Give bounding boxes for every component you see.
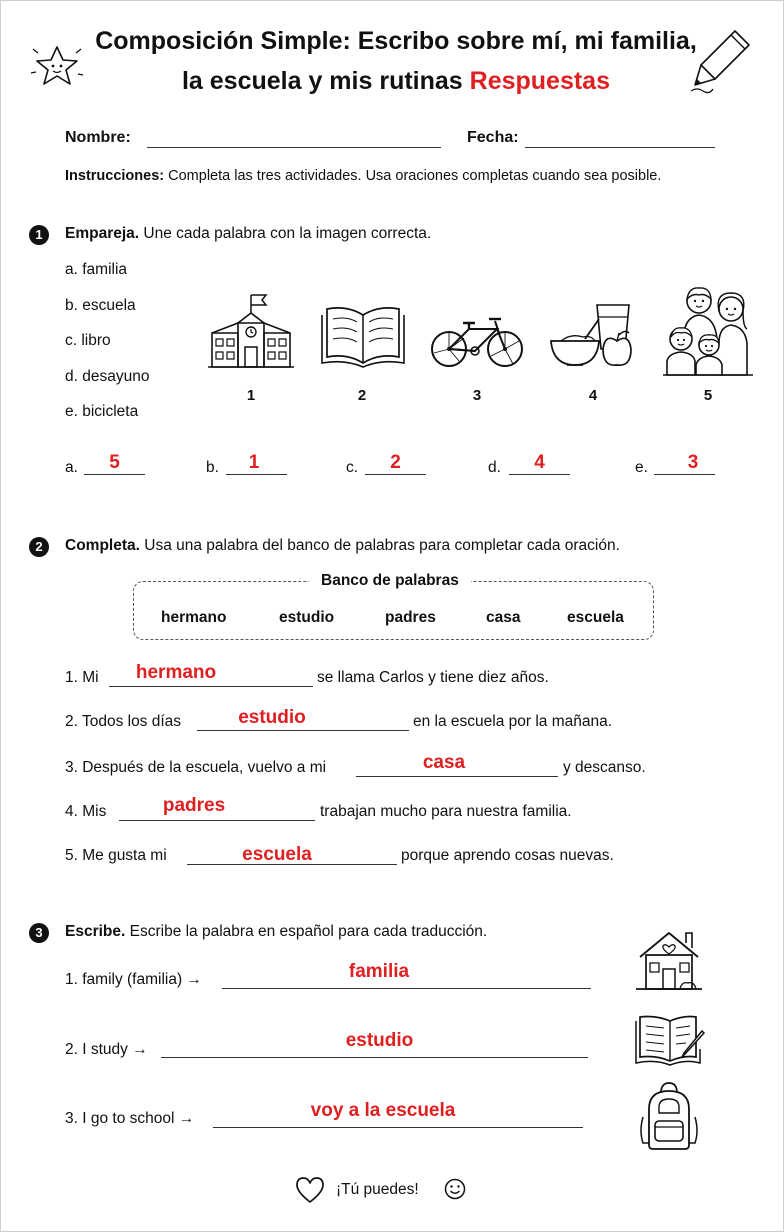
sentence-4-answer: padres bbox=[162, 795, 226, 816]
section-3-number: 3 bbox=[29, 923, 49, 943]
answer-e: 3 bbox=[687, 452, 699, 473]
bicycle-icon bbox=[429, 311, 525, 369]
bank-word-padres: padres bbox=[385, 609, 436, 626]
sentence-2-pre: 2. Todos los días bbox=[65, 713, 182, 730]
bank-word-casa: casa bbox=[486, 609, 521, 626]
heart-icon bbox=[295, 1176, 325, 1204]
bank-word-escuela: escuela bbox=[567, 609, 624, 626]
bank-word-estudio: estudio bbox=[279, 609, 335, 626]
translation-3-prompt: 3. I go to school → bbox=[65, 1110, 195, 1127]
sentence-4-post: trabajan mucho para nuestra familia. bbox=[320, 803, 572, 820]
sentence-2-post: en la escuela por la mañana. bbox=[413, 713, 613, 730]
section-3-heading-text: Escribe la palabra en español para cada traducción. bbox=[129, 923, 488, 940]
sentence-1-answer: hermano bbox=[135, 662, 217, 683]
answer-letter-e: e. bbox=[635, 459, 648, 476]
title-line-1: Composición Simple: Escribo sobre mí, mi familia, bbox=[95, 27, 697, 55]
section-3-heading-bold: Escribe. bbox=[65, 923, 126, 940]
date-label: Fecha: bbox=[467, 129, 519, 146]
word-bank-title: Banco de palabras bbox=[309, 572, 471, 590]
match-word-b: b. escuela bbox=[65, 297, 136, 314]
translation-3-line[interactable] bbox=[213, 1127, 583, 1128]
answer-line-a[interactable] bbox=[84, 474, 145, 475]
picture-number-3: 3 bbox=[472, 387, 482, 404]
answer-letter-d: d. bbox=[488, 459, 501, 476]
family-icon bbox=[663, 283, 753, 377]
match-word-e: e. bicicleta bbox=[65, 403, 139, 420]
sentence-3-line[interactable] bbox=[356, 776, 558, 777]
sentence-3-post: y descanso. bbox=[563, 759, 646, 776]
backpack-icon bbox=[637, 1081, 701, 1151]
answers-label: Respuestas bbox=[469, 67, 610, 95]
picture-number-4: 4 bbox=[588, 387, 598, 404]
translation-1-prompt: 1. family (familia) → bbox=[65, 971, 202, 988]
translation-2-line[interactable] bbox=[161, 1057, 588, 1058]
picture-number-2: 2 bbox=[357, 387, 367, 404]
section-2-number: 2 bbox=[29, 537, 49, 557]
sentence-3-pre: 3. Después de la escuela, vuelvo a mi bbox=[65, 759, 327, 776]
sentence-4-pre: 4. Mis bbox=[65, 803, 107, 820]
answer-c: 2 bbox=[390, 452, 401, 473]
translation-2-answer: estudio bbox=[345, 1030, 414, 1051]
section-1-number: 1 bbox=[29, 225, 49, 245]
answer-b: 1 bbox=[248, 452, 260, 473]
sentence-5-answer: escuela bbox=[242, 844, 312, 865]
sentence-1-post: se llama Carlos y tiene diez años. bbox=[317, 669, 549, 686]
sentence-5-pre: 5. Me gusta mi bbox=[65, 847, 167, 864]
section-3-heading bbox=[65, 923, 487, 941]
answer-line-c[interactable] bbox=[365, 474, 426, 475]
translation-3-answer: voy a la escuela bbox=[310, 1100, 456, 1121]
name-field-line[interactable] bbox=[147, 147, 441, 148]
answer-a: 5 bbox=[109, 452, 120, 473]
section-2-heading bbox=[65, 537, 620, 555]
date-field-line[interactable] bbox=[525, 147, 715, 148]
picture-number-5: 5 bbox=[703, 387, 713, 404]
section-1-heading-text: Une cada palabra con la imagen correcta. bbox=[143, 225, 432, 242]
open-book-icon bbox=[319, 303, 407, 369]
match-word-c: c. libro bbox=[65, 332, 111, 349]
bank-word-hermano: hermano bbox=[161, 609, 227, 626]
instructions bbox=[65, 168, 661, 184]
title-line-2 bbox=[91, 67, 701, 96]
section-2-heading-bold: Completa. bbox=[65, 537, 140, 554]
school-icon bbox=[208, 291, 294, 371]
notebook-icon bbox=[634, 1013, 706, 1065]
sentence-5-post: porque aprendo cosas nuevas. bbox=[401, 847, 614, 864]
smiley-icon bbox=[444, 1178, 466, 1200]
sentence-1-pre: 1. Mi bbox=[65, 669, 99, 686]
title-line-2-text: la escuela y mis rutinas bbox=[181, 67, 463, 95]
sentence-2-line[interactable] bbox=[197, 730, 409, 731]
section-2-heading-text: Usa una palabra del banco de palabras para completar cada oración. bbox=[144, 537, 620, 554]
section-1-heading-bold: Empareja. bbox=[65, 225, 140, 242]
name-label: Nombre: bbox=[65, 129, 131, 146]
match-word-a: a. familia bbox=[65, 261, 128, 278]
answer-d: 4 bbox=[534, 452, 545, 473]
answer-letter-b: b. bbox=[206, 459, 219, 476]
instructions-text: Completa las tres actividades. Usa oraciones completas cuando sea posible. bbox=[168, 168, 662, 184]
translation-1-line[interactable] bbox=[222, 988, 591, 989]
sentence-1-line[interactable] bbox=[109, 686, 313, 687]
answer-letter-a: a. bbox=[65, 459, 78, 476]
answer-line-b[interactable] bbox=[226, 474, 287, 475]
section-1-heading bbox=[65, 225, 431, 243]
breakfast-icon bbox=[549, 299, 639, 371]
instructions-label: Instrucciones: bbox=[65, 168, 165, 184]
match-word-d: d. desayuno bbox=[65, 368, 150, 385]
house-icon bbox=[636, 927, 702, 991]
sentence-2-answer: estudio bbox=[238, 707, 306, 728]
answer-letter-c: c. bbox=[346, 459, 359, 476]
sentence-4-line[interactable] bbox=[119, 820, 315, 821]
answer-line-d[interactable] bbox=[509, 474, 570, 475]
translation-2-prompt: 2. I study → bbox=[65, 1041, 148, 1058]
picture-number-1: 1 bbox=[246, 387, 256, 404]
sentence-3-answer: casa bbox=[422, 752, 466, 773]
translation-1-answer: familia bbox=[348, 961, 410, 982]
footer-text: ¡Tú puedes! bbox=[336, 1181, 419, 1198]
answer-line-e[interactable] bbox=[654, 474, 715, 475]
star-icon bbox=[29, 41, 85, 93]
